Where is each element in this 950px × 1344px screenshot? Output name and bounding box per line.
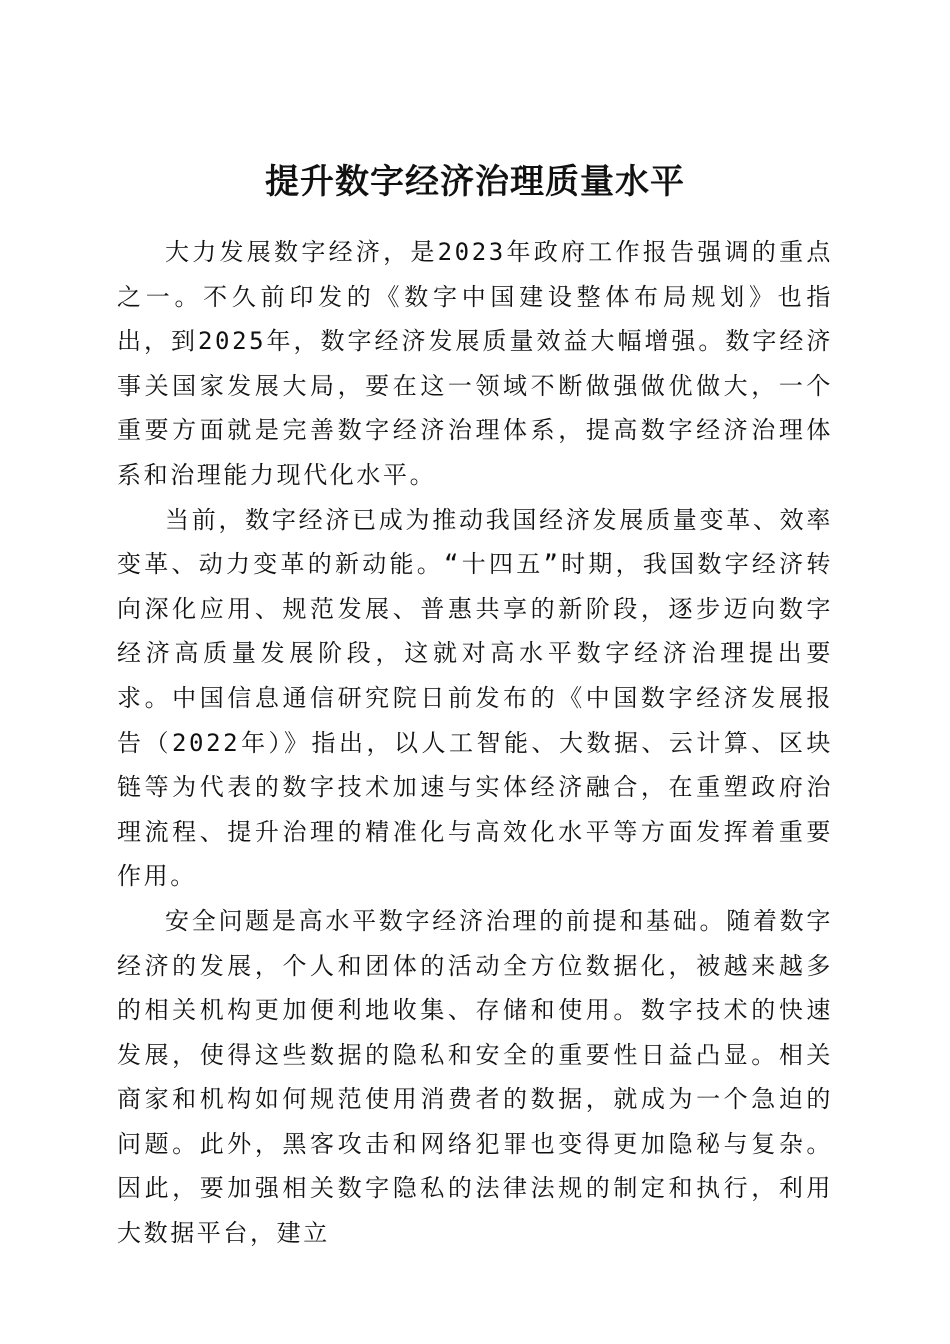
paragraph-1: 大力发展数字经济，是2023年政府工作报告强调的重点之一。不久前印发的《数字中国建设整体布局规划》也指出，到2025年，数字经济发展质量效益大幅增强。数字经济事关国家发展大局，要在这一领域不断做强做优做大，一个重要方面就是完善数字经济治理体系，提高数字经济治理体系和治理能力现代化水平。 xyxy=(117,238,833,489)
paragraph-3: 安全问题是高水平数字经济治理的前提和基础。随着数字经济的发展，个人和团体的活动全方位数据化，被越来越多的相关机构更加便利地收集、存储和使用。数字技术的快速发展，使得这些数据的隐私和安全的重要性日益凸显。相关商家和机构如何规范使用消费者的数据，就成为一个急迫的问题。此外，黑客攻击和网络犯罪也变得更加隐秘与复杂。因此，要加强相关数字隐私的法律法规的制定和执行，利用大数据平台，建立 xyxy=(117,906,833,1248)
document-body xyxy=(117,230,833,1256)
paragraph-2: 当前，数字经济已成为推动我国经济发展质量变革、效率变革、动力变革的新动能。“十四五”时期，我国数字经济转向深化应用、规范发展、普惠共享的新阶段，逐步迈向数字经济高质量发展阶段，这就对高水平数字经济治理提出要求。中国信息通信研究院日前发布的《中国数字经济发展报告（2022年）》指出，以人工智能、大数据、云计算、区块链等为代表的数字技术加速与实体经济融合，在重塑政府治理流程、提升治理的精准化与高效化水平等方面发挥着重要作用。 xyxy=(117,505,833,891)
page-title: 提升数字经济治理质量水平 xyxy=(265,161,685,202)
